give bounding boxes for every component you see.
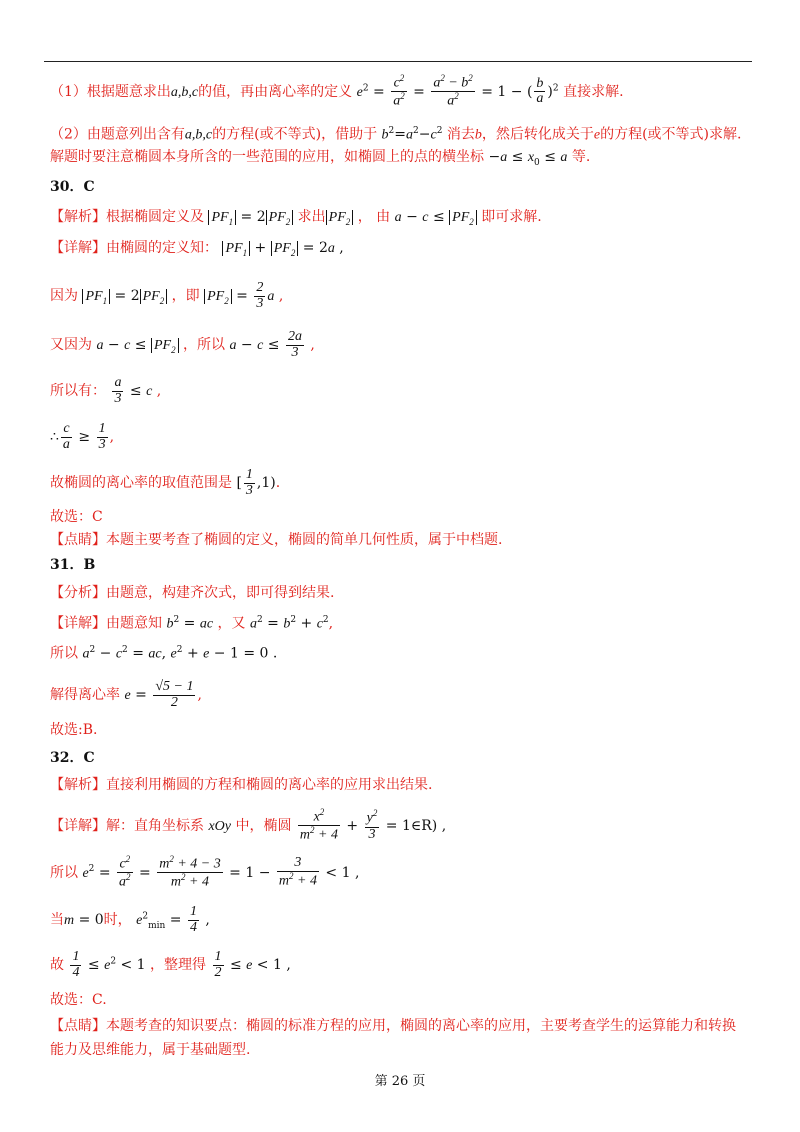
q31-heading: 31．B: [50, 557, 96, 573]
q32-heading: 32．C: [50, 750, 95, 766]
q30-detail-4: 所以有： $\frac{a}{3}$ ≤ c ,: [50, 375, 162, 406]
eccentricity-definition-formula: $e^2$ = $\frac{c^2}{a^2}$ = $\frac{a^2 - b^2}{a^2}$ = 1 − ( $\frac{b}{a}$ )$^2$: [356, 73, 559, 109]
solution-note: 解题时要注意椭圆本身所含的一些范围的应用，如椭圆上的点的横坐标 $-a \le x_0 \le a$ 等.: [50, 149, 591, 168]
solution-step-1: （1）根据题意求出a,b,c的值，再由离心率的定义 $e^2$ = $\frac{c^2}{a^2}$ = $\frac{a^2 - b^2}{a^2}$ = 1 − ( $\frac{b}{a}$ )$^2$ 直接求解.: [50, 73, 624, 109]
q30-heading: 30．C: [50, 179, 95, 195]
q32-analysis: 【解析】直接利用椭圆的方程和椭圆的离心率的应用求出结果.: [50, 777, 433, 793]
solution-step-2: （2）由题意列出含有a,b,c的方程(或不等式)，借助于 $b^2=a^2-c^2$ 消去b，然后转化成关于e的方程(或不等式)求解.: [50, 126, 742, 143]
header-rule: [44, 61, 752, 62]
q32-detail-4: 故 $\frac{1}{4}$ ≤ $e^2 < 1$ ，整理得 $\frac{1}{2}$ ≤ e < 1 ,: [50, 949, 291, 980]
q32-comment-1: 【点睛】本题考查的知识要点：椭圆的标准方程的应用，椭圆的离心率的应用，主要考查学生的运算能力和转换: [50, 1018, 736, 1034]
q31-analysis: 【分析】由题意，构建齐次式，即可得到结果.: [50, 585, 335, 601]
q32-detail-2: 所以 $e^2$ = $\frac{c^2}{a^2}$ = $\frac{m^2 + 4 - 3}{m^2 + 4}$ = 1 − $\frac{3}{m^2 + 4}$ < 1 ,: [50, 854, 360, 890]
q32-answer: 故选：C.: [50, 992, 107, 1008]
q30-detail-3: 又因为 $a - c \le PF_2$ ，所以 a − c ≤ $\frac{2a}{3}$ ,: [50, 329, 315, 360]
q30-detail-1: 【详解】由椭圆的定义知： $PF_1 + PF_2 = 2a$ ,: [50, 240, 344, 258]
q30-comment: 【点睛】本题主要考查了椭圆的定义，椭圆的简单几何性质，属于中档题.: [50, 532, 503, 548]
q30-answer: 故选：C: [50, 509, 103, 525]
q32-comment-2: 能力及思维能力，属于基础题型.: [50, 1042, 251, 1058]
q30-detail-5: ∴ $\frac{c}{a}$ ≥ $\frac{1}{3}$ ,: [50, 421, 115, 452]
q31-answer: 故选:B.: [50, 722, 98, 738]
q30-analysis: 【解析】根据椭圆定义及 $PF_1 = 2$ $PF_2$ 求出 $PF_2$ ， 由 $a - c \le PF_2$ 即可求解.: [50, 209, 542, 227]
page-number: 第 26 页: [374, 1074, 426, 1089]
q31-detail-1: 【详解】由题意知 $b^2$ = ac ，又 $a^2 = b^2 + c^2$,: [50, 615, 334, 632]
q32-detail-1: 【详解】解：直角坐标系 xOy 中，椭圆 $\frac{x^2}{m^2 + 4}$ + $\frac{y^2}{3}$ = 1∈R) ,: [50, 807, 447, 843]
q32-detail-3: 当m = 0时， $e^2_{min}$ = $\frac{1}{4}$ ,: [50, 904, 210, 935]
q30-conclusion: 故椭圆的离心率的取值范围是 [ $\frac{1}{3}$ ,1).: [50, 467, 281, 498]
q31-detail-3: 解得离心率 e = $\frac{√5 - 1}{2}$ ,: [50, 679, 202, 710]
q31-detail-2: 所以 $a^2 - c^2$ = ac, $e^2 + e - 1 = 0$ .: [50, 645, 278, 662]
q30-detail-2: 因为 $PF_1 = 2$ $PF_2$ ，即 $PF_2$ = $\frac{2}{3}$ a ,: [50, 280, 284, 311]
